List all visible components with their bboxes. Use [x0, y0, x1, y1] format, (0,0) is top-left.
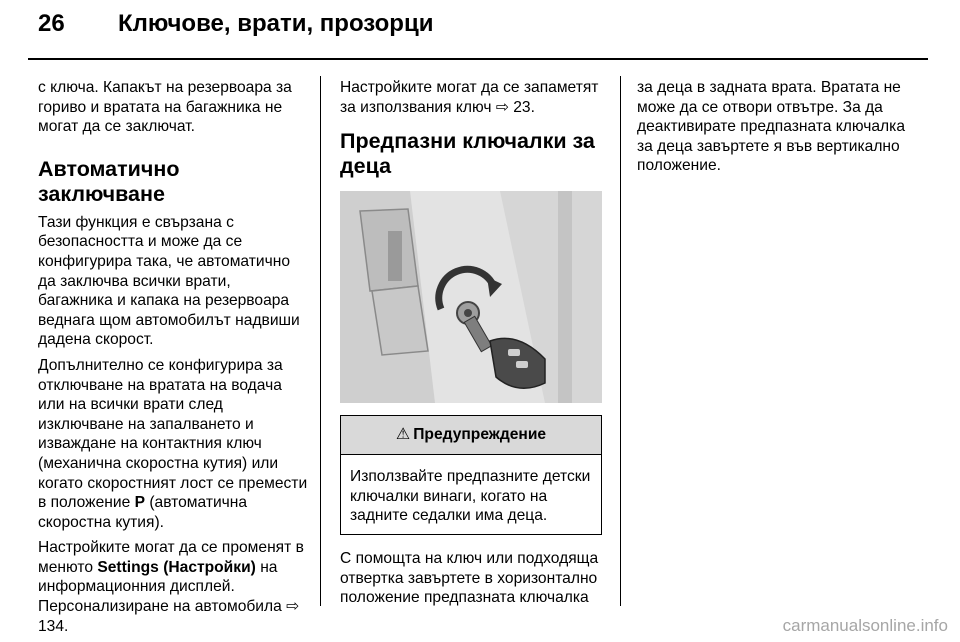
warning-body [341, 455, 601, 534]
column-1 [38, 78, 308, 642]
header-rule [28, 58, 928, 60]
child-lock-figure [340, 191, 602, 403]
col3-paragraph-1: за деца в задната врата. Вратата не може да се отвори отвътре. За да деактивирате предпазната ключалка за деца завъртете я във вертикално положение. [637, 79, 905, 175]
column-2 [340, 78, 602, 614]
section-heading-child-locks: Предпазни ключалки за деца [340, 129, 595, 179]
warning-box [340, 415, 602, 535]
warning-header [341, 416, 601, 455]
warning-title: Предупреждение [413, 426, 547, 444]
warning-triangle-icon: ⚠ [395, 426, 411, 444]
col1-paragraph-2: Допълнително се конфигурира за отключване на вратата на водача или на всички врати след изключване на запалването и изваждане на контактния ключ (механична скоростна кутия) или когато скоростният лост се премести в положение P (автоматична скоростна кутия). [38, 356, 308, 531]
col2-intro: Настройките могат да се запаметят за използвания ключ ⇨ 23. [340, 79, 599, 116]
section-heading-auto-lock: Автоматично заключване [38, 156, 180, 206]
page-number: 26 [38, 10, 65, 37]
watermark: carmanualsonline.info [782, 616, 948, 635]
col1-paragraph-3: Настройките могат да се променят в менюто Settings (Настройки) на информационния дисплей. Персонализиране на автомобила ⇨ 134. [38, 539, 304, 635]
page-header [0, 0, 960, 60]
page-ref-134[interactable]: 134. [38, 617, 69, 635]
page-ref-arrow-icon: ⇨ [495, 98, 509, 116]
col2-paragraph-1: С помощта на ключ или подходяща отвертка завъртете в хоризонтално положение предпазната ключалка [340, 549, 599, 607]
child-lock-key-illustration-icon [340, 191, 602, 403]
col1-intro: с ключа. Капакът на резервоара за гориво и вратата на багажника не могат да се заключат. [38, 79, 292, 136]
settings-menu-name: Settings (Настройки) [97, 558, 256, 576]
chapter-title: Ключове, врати, прозорци [118, 10, 434, 37]
col1-paragraph-1: Тази функция е свързана с безопасността и може да се конфигурира така, че автоматично да заключва всички врати, багажника и капака на резервоара веднага щом автомобилът надвиши дадена скорост. [38, 213, 300, 349]
gear-position-p: P [134, 494, 145, 512]
warning-text: Използвайте предпазните детски ключалки винаги, когато на задните седалки има деца. [350, 468, 591, 525]
column-divider-2 [620, 76, 621, 606]
page-ref-arrow-icon: ⇨ [286, 598, 300, 616]
column-3 [637, 78, 907, 182]
page-ref-23[interactable]: 23. [508, 98, 535, 116]
column-divider-1 [320, 76, 321, 606]
